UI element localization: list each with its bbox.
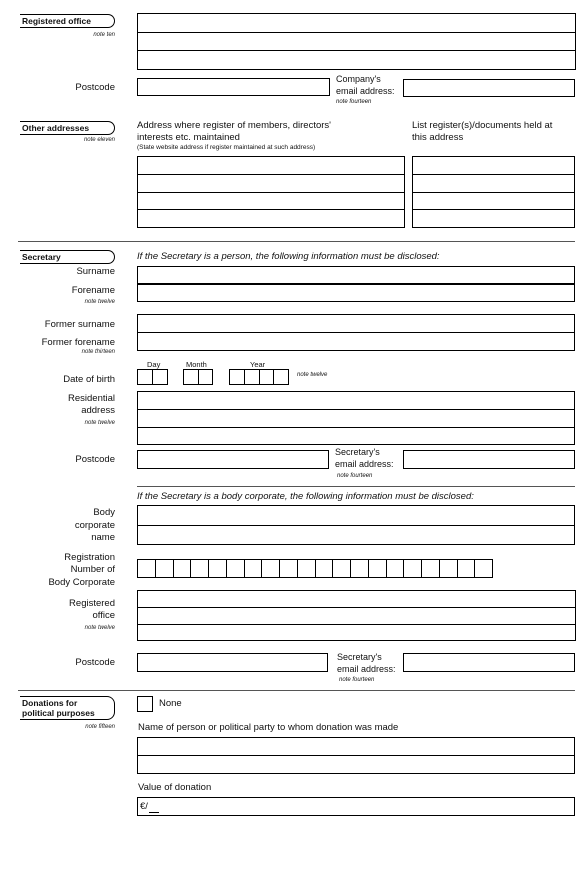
body-corporate-label-2: corporate <box>74 520 115 531</box>
donation-currency-prefix: €/ <box>140 801 148 812</box>
currency-underline <box>149 812 159 813</box>
registered-office-postcode-label: Postcode <box>75 82 115 93</box>
corporate-postcode-input[interactable] <box>137 653 328 672</box>
registers-held-field[interactable] <box>412 156 575 228</box>
former-surname-input[interactable] <box>137 314 575 333</box>
corporate-regoffice-field[interactable] <box>137 590 576 641</box>
list-heading-2: this address <box>412 132 464 143</box>
other-address-field[interactable] <box>137 156 405 228</box>
dob-year-input[interactable] <box>229 369 289 385</box>
donation-recipient-field[interactable] <box>137 737 575 774</box>
dob-note: note twelve <box>297 372 328 378</box>
secretary-postcode-label: Postcode <box>75 454 115 465</box>
residential-label-2: address <box>81 405 115 416</box>
forename-note: note twelve <box>84 299 115 305</box>
registered-office-note: note ten <box>93 32 115 38</box>
corporate-regoffice-note: note twelve <box>84 625 115 631</box>
registered-office-address-field[interactable] <box>137 13 576 70</box>
surname-label: Surname <box>76 266 115 277</box>
list-heading-1: List register(s)/documents held at <box>412 120 553 131</box>
corporate-postcode-label: Postcode <box>75 657 115 668</box>
donations-note: note fifteen <box>85 724 115 730</box>
company-email-input[interactable] <box>403 79 575 97</box>
donations-none-label: None <box>159 698 182 709</box>
secretary-postcode-input[interactable] <box>137 450 329 469</box>
body-corporate-label-3: name <box>91 532 115 543</box>
corporate-regoffice-label-2: office <box>92 610 115 621</box>
address-heading-2: interests etc. maintained <box>137 132 240 143</box>
corporate-regoffice-label-1: Registered <box>69 598 115 609</box>
corporate-email-note: note fourteen <box>339 677 375 683</box>
corporate-divider <box>137 486 575 487</box>
dob-month-label: Month <box>186 360 207 369</box>
registered-office-tag: Registered office <box>20 14 115 28</box>
company-email-label-1: Company's <box>336 74 381 84</box>
donation-recipient-label: Name of person or political party to whom donation was made <box>138 722 399 733</box>
dob-day-input[interactable] <box>137 369 168 385</box>
section-divider <box>18 241 575 242</box>
dob-label: Date of birth <box>63 374 115 385</box>
former-surname-label: Former surname <box>44 319 115 330</box>
dob-month-input[interactable] <box>183 369 213 385</box>
secretary-person-intro: If the Secretary is a person, the following information must be disclosed: <box>137 251 440 262</box>
donations-tag-line-1: Donations for <box>22 698 78 708</box>
former-forename-note: note thirteen <box>81 349 115 355</box>
company-email-label-2: email address: <box>336 86 395 96</box>
address-heading-1: Address where register of members, directors' <box>137 120 331 131</box>
section-divider-2 <box>18 690 575 691</box>
forename-input[interactable] <box>137 284 575 302</box>
registration-label-1: Registration <box>64 552 115 563</box>
other-addresses-note: note eleven <box>83 137 115 143</box>
donations-tag-line-2: political purposes <box>22 708 95 718</box>
donation-value-input[interactable] <box>137 797 575 816</box>
registered-office-postcode-input[interactable] <box>137 78 330 96</box>
former-forename-input[interactable] <box>137 332 575 351</box>
other-addresses-tag: Other addresses <box>20 121 115 135</box>
secretary-tag: Secretary <box>20 250 115 264</box>
former-forename-label: Former forename <box>41 337 115 348</box>
secretary-email-label-2: email address: <box>335 459 394 469</box>
dob-year-label: Year <box>250 360 266 369</box>
body-corporate-name-field[interactable] <box>137 505 575 545</box>
company-email-note: note fourteen <box>336 99 372 105</box>
registration-label-2: Number of <box>70 564 115 575</box>
residential-label-1: Residential <box>68 393 115 404</box>
residential-note: note twelve <box>84 420 115 426</box>
donation-value-label: Value of donation <box>138 782 212 793</box>
surname-input[interactable] <box>137 266 575 284</box>
donations-none-checkbox[interactable] <box>137 696 153 712</box>
registration-label-3: Body Corporate <box>48 577 115 588</box>
body-corporate-label-1: Body <box>93 507 115 518</box>
secretary-email-note: note fourteen <box>337 473 373 479</box>
secretary-email-input[interactable] <box>403 450 575 469</box>
secretary-corporate-intro: If the Secretary is a body corporate, the following information must be disclosed: <box>137 491 474 502</box>
corporate-email-label-1: Secretary's <box>337 652 382 662</box>
corporate-email-input[interactable] <box>403 653 575 672</box>
address-subheading: (State website address if register maintained at such address) <box>137 144 316 151</box>
secretary-email-label-1: Secretary's <box>335 447 380 457</box>
residential-address-field[interactable] <box>137 391 575 445</box>
forename-label: Forename <box>71 285 115 296</box>
donations-tag <box>20 696 115 720</box>
registration-number-input[interactable] <box>137 559 493 578</box>
dob-day-label: Day <box>147 360 161 369</box>
corporate-email-label-2: email address: <box>337 664 396 674</box>
